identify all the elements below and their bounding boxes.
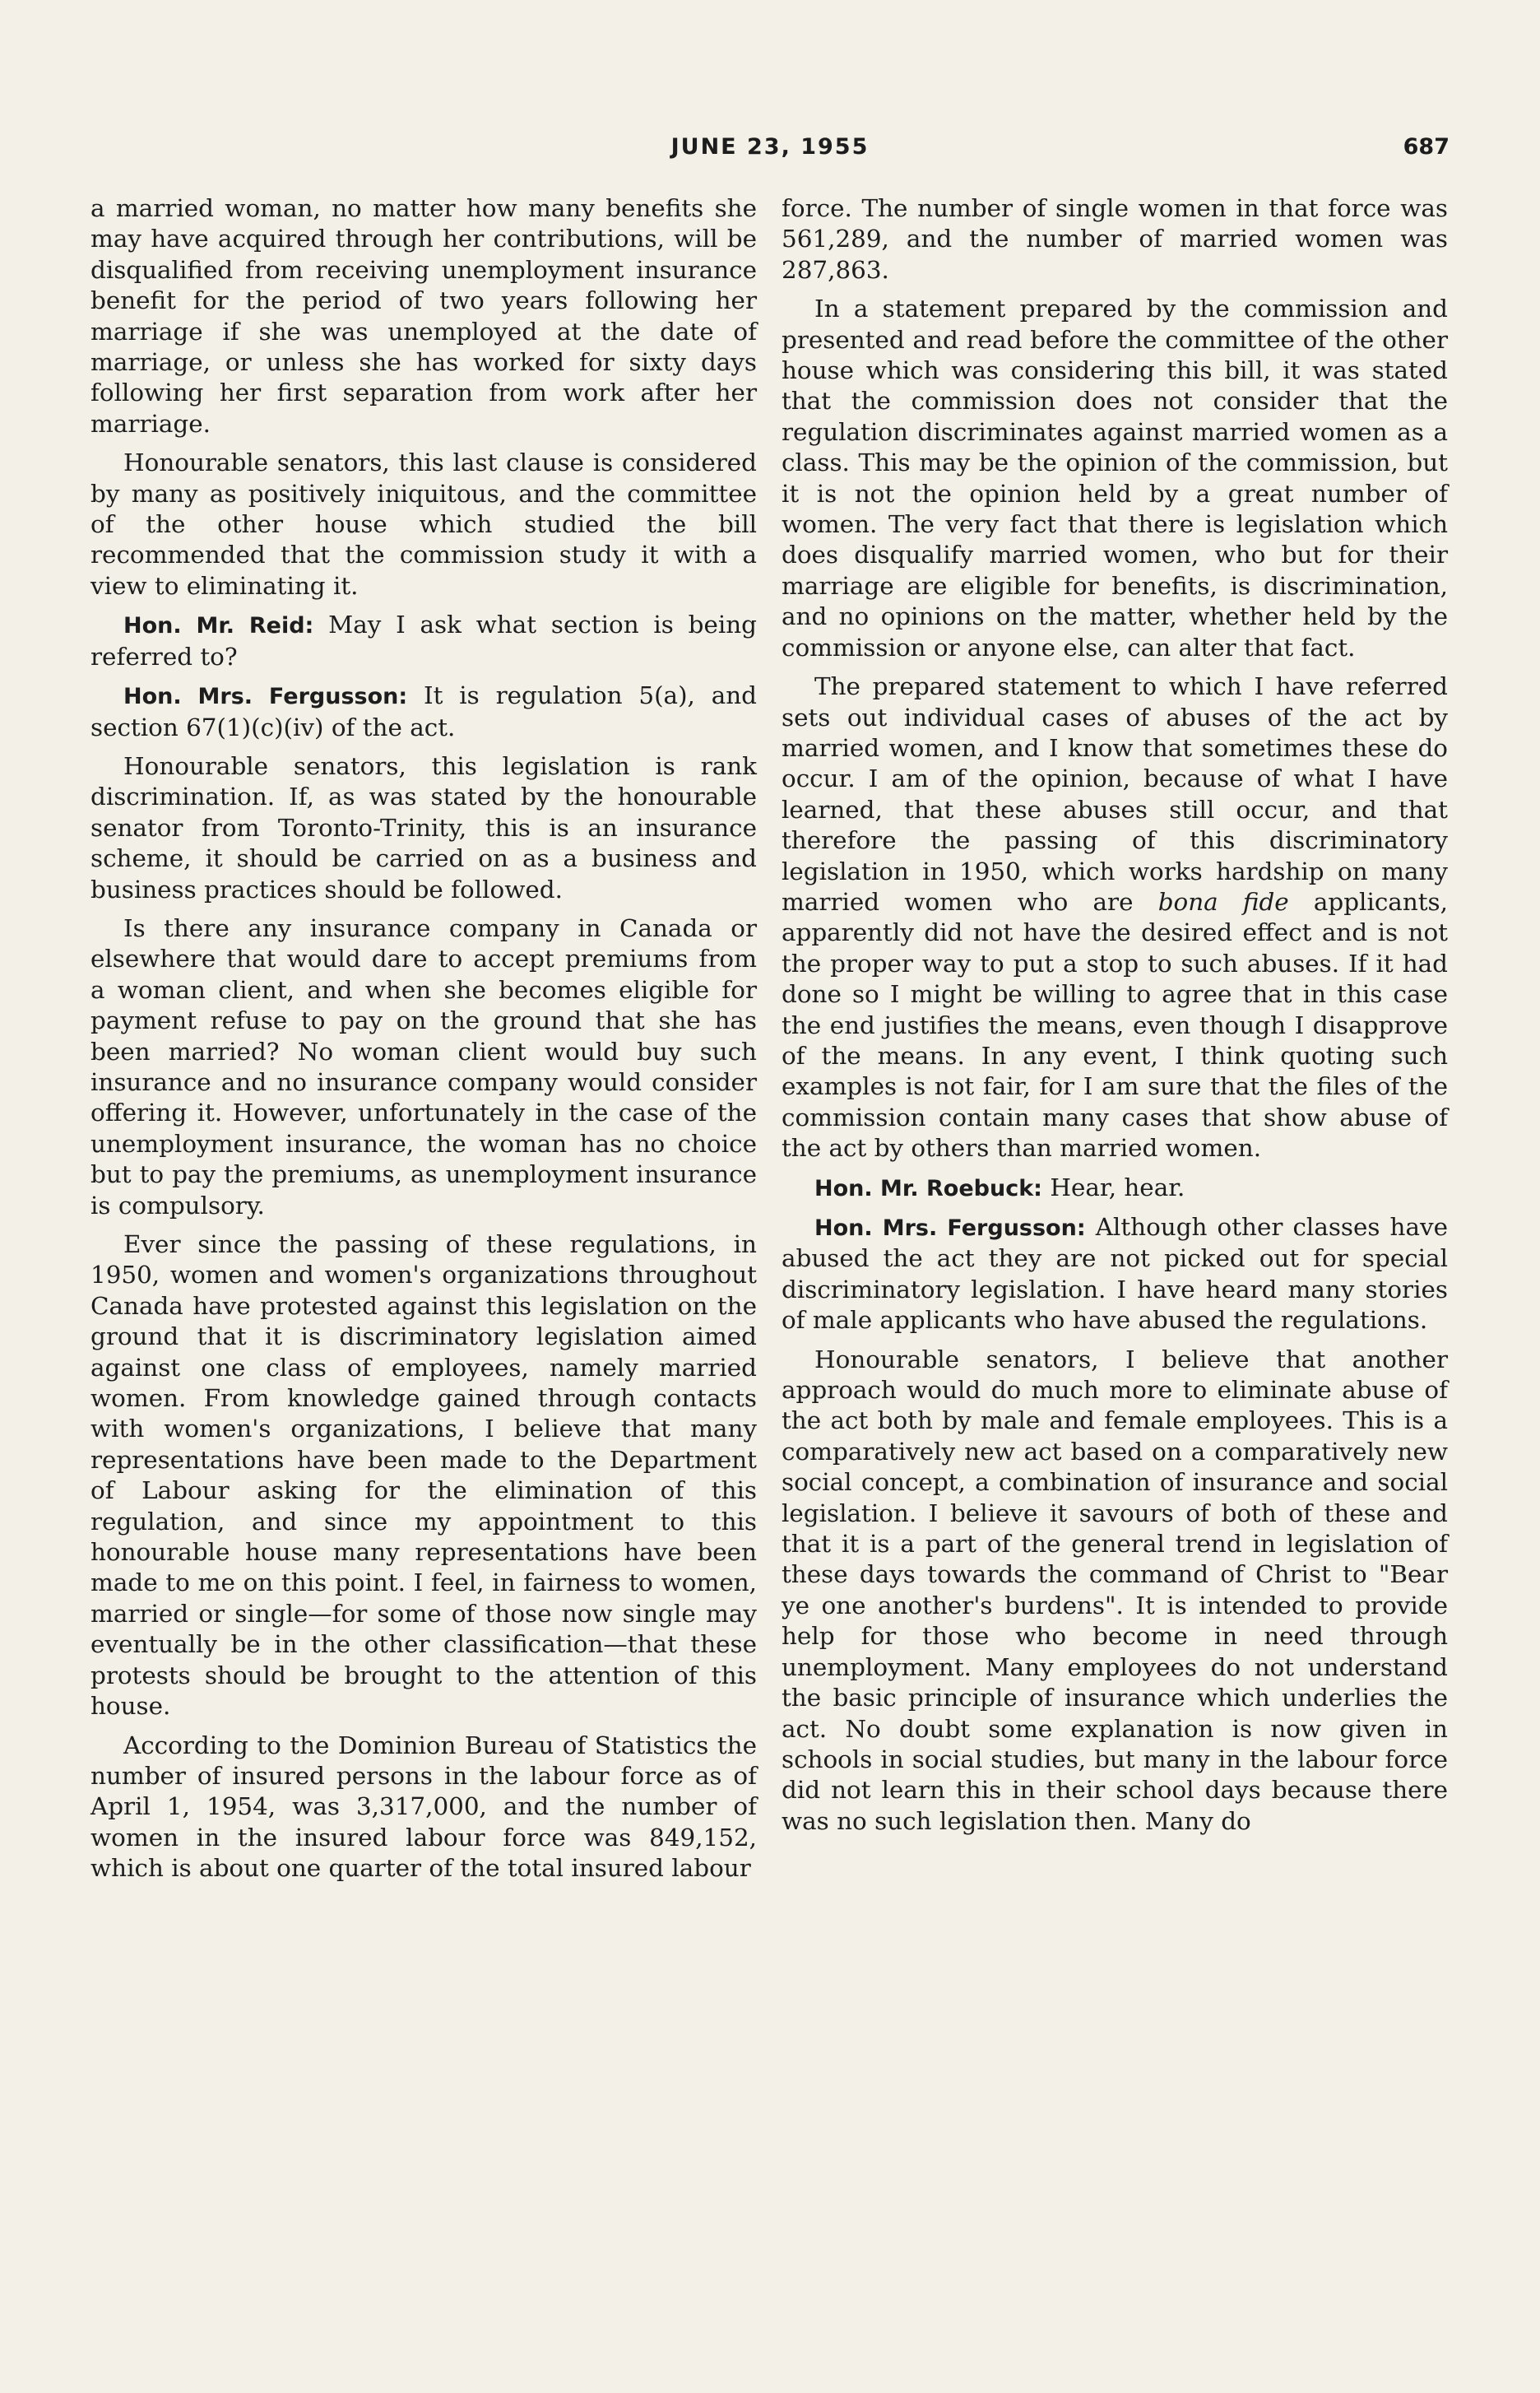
- speech-text: Although other classes have abused the act they are not picked out for special discriminatory legislation. I have heard many stories of male applicants who have abused the regulations.: [782, 1213, 1449, 1335]
- page-date: JUNE 23, 1955: [670, 134, 870, 160]
- speaker-name: Hon. Mr. Roebuck:: [814, 1175, 1042, 1201]
- speech-paragraph: [90, 610, 757, 672]
- page-number: 687: [1403, 134, 1450, 160]
- paragraph: Is there any insurance company in Canada or elsewhere that would dare to accept premiums from a woman client, and when she becomes eligible for payment refuse to pay on the ground that she has been married? No woman client would buy such insurance and no insurance company would consider offering it. However, unfortunately in the case of the unemployment insurance, the woman has no choice but to pay the premiums, as unemployment insurance is compulsory.: [90, 913, 757, 1220]
- speaker-name: Hon. Mr. Reid:: [123, 613, 314, 639]
- paragraph: Honourable senators, this last clause is considered by many as positively iniquitous, and the committee of the other house which studied the bill recommended that the commission study it with a view to eliminating it.: [90, 448, 757, 600]
- paragraph: Ever since the passing of these regulations, in 1950, women and women's organizations throughout Canada have protested against this legislation on the ground that it is discriminatory legislation aimed against one class of employees, namely married women. From knowledge gained through contacts with women's organizations, I believe that many representations have been made to the Department of Labour asking for the elimination of this regulation, and since my appointment to this honourable house many representations have been made to me on this point. I feel, in fairness to women, married or single—for some of those now single may eventually be in the other classification—that these protests should be brought to the attention of this house.: [90, 1230, 757, 1721]
- paragraph-text: applicants, apparently did not have the desired effect and is not the proper way to put a stop to such abuses. If it had done so I might be willing to agree that in this case the end justifies the means, even though I disapprove of the means. In any event, I think quoting such examples is not fair, for I am sure that the files of the commission contain many cases that show abuse of the act by others than married women.: [782, 887, 1448, 1163]
- speech-text: Hear, hear.: [1041, 1173, 1185, 1201]
- speaker-name: Hon. Mrs. Fergusson:: [123, 684, 408, 710]
- paragraph: a married woman, no matter how many benefits she may have acquired through her contributions, will be disqualified from receiving unemployment insurance benefit for the period of two years following her marriage if she was unemployed at the date of marriage, or unless she has worked for sixty days following her first separation from work after her marriage.: [90, 194, 757, 438]
- speaker-name: Hon. Mrs. Fergusson:: [814, 1215, 1086, 1241]
- right-column: [782, 193, 1448, 1845]
- paragraph: force. The number of single women in that force was 561,289, and the number of married women was 287,863.: [782, 194, 1448, 284]
- paragraph: [782, 671, 1448, 1164]
- italic-term: bona fide: [1157, 887, 1289, 916]
- left-column: [90, 193, 757, 1893]
- paragraph: Honourable senators, I believe that another approach would do much more to eliminate abuse of the act both by male and female employees. This is a comparatively new act based on a comparatively new social concept, a combination of insurance and social legislation. I believe it savours of both of these and that it is a part of the general trend in legislation of these days towards the command of Christ to "Bear ye one another's burdens". It is intended to provide help for those who become in need through unemployment. Many employees do not understand the basic principle of insurance which underlies the act. No doubt some explanation is now given in schools in social studies, but many in the labour force did not learn this in their school days because there was no such legislation then. Many do: [782, 1345, 1448, 1835]
- paragraph: According to the Dominion Bureau of Statistics the number of insured persons in the labour force as of April 1, 1954, was 3,317,000, and the number of women in the insured labour force was 849,152, which is about one quarter of the total insured labour: [90, 1731, 757, 1883]
- speech-paragraph: [782, 1212, 1448, 1336]
- paragraph: Honourable senators, this legislation is rank discrimination. If, as was stated by the honourable senator from Toronto-Trinity, this is an insurance scheme, it should be carried on as a business and business practices should be followed.: [90, 751, 757, 904]
- paragraph-text: The prepared statement to which I have referred sets out individual cases of abuses of the act by married women, and I know that sometimes these do occur. I am of the opinion, because of what I have learned, that these abuses still occur, and that therefore the passing of this discriminatory legislation in 1950, which works hardship on many married women who are: [782, 672, 1448, 916]
- speech-paragraph: [90, 681, 757, 743]
- speech-text: May I ask what section is being referred to?: [90, 611, 758, 671]
- page-header: [0, 128, 1540, 174]
- speech-text: It is regulation 5(a), and section 67(1)(c)(iv) of the act.: [90, 681, 757, 741]
- paragraph: In a statement prepared by the commission and presented and read before the committee of the other house which was considering this bill, it was stated that the commission does not consider that the regulation discriminates against married women as a class. This may be the opinion of the commission, but it is not the opinion held by a great number of women. The very fact that there is legislation which does disqualify married women, who but for their marriage are eligible for benefits, is discrimination, and no opinions on the matter, whether held by the commission or anyone else, can alter that fact.: [782, 295, 1448, 662]
- speech-paragraph: [782, 1173, 1448, 1204]
